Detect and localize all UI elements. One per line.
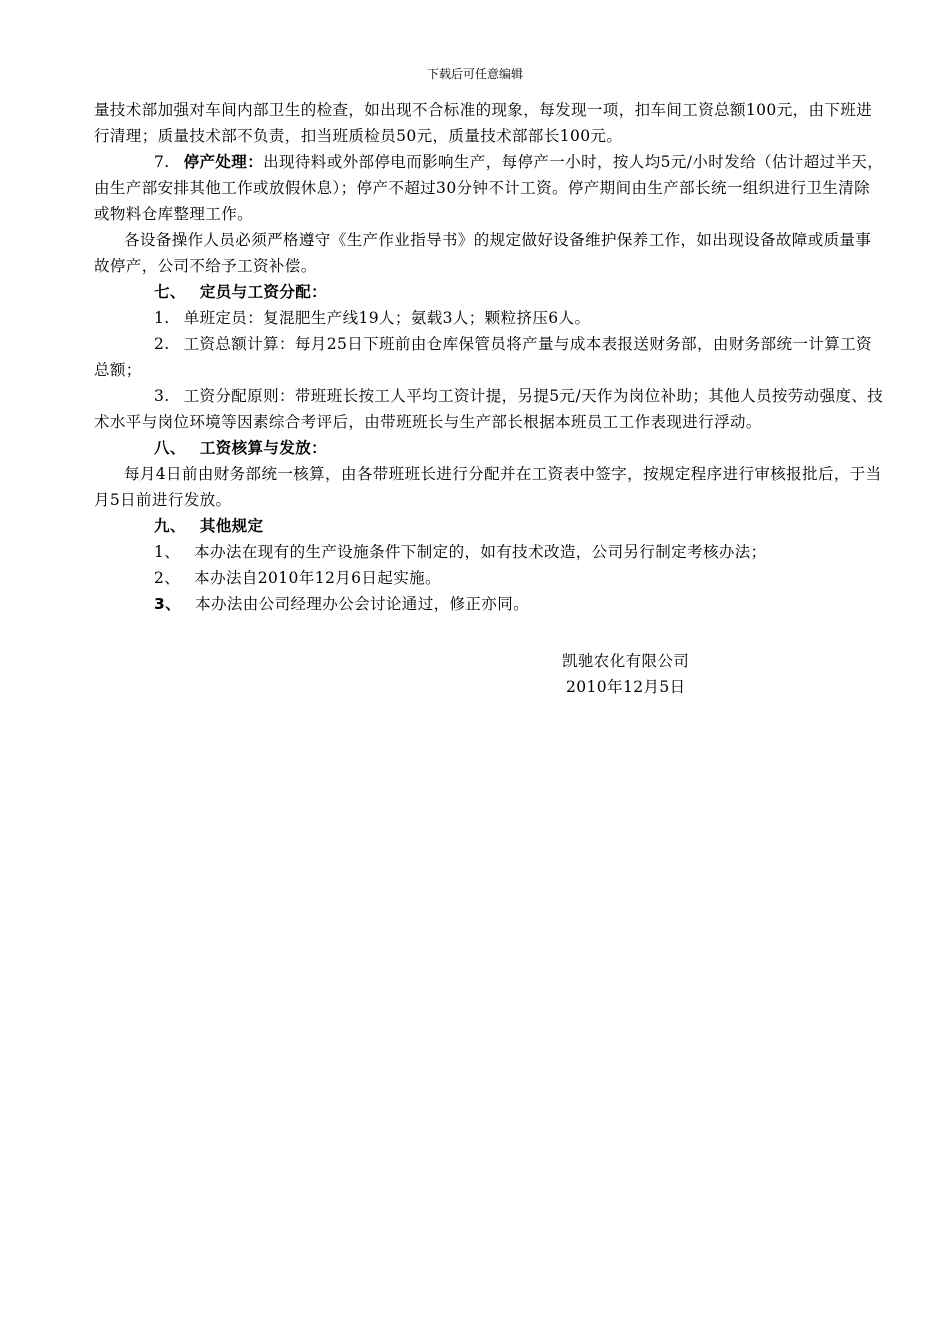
signature-date: 2010年12月5日 [566, 678, 686, 696]
section-7-item-2 [94, 331, 884, 383]
item-number: 3、 [154, 595, 182, 613]
section-title: 定员与工资分配： [199, 283, 328, 301]
section-7-item-1 [94, 305, 884, 331]
item-text: 本办法自2010年12月6日起实施。 [194, 569, 441, 587]
section-8-text: 每月4日前由财务部统一核算，由各带班班长进行分配并在工资表中签字，按规定程序进行审核报批后，于当月5日前进行发放。 [94, 465, 882, 509]
item-number: 1、 [154, 543, 181, 561]
item-7-shutdown [94, 149, 884, 227]
item-number: 3. [154, 387, 170, 405]
item-text: 本办法在现有的生产设施条件下制定的，如有技术改造，公司另行制定考核办法； [194, 543, 767, 561]
section-9-item-1 [94, 539, 884, 565]
section-7-heading [94, 279, 884, 305]
item-text: 工资总额计算：每月25日下班前由仓库保管员将产量与成本表报送财务部，由财务部统一计算工资总额； [94, 335, 872, 379]
item-text: 单班定员：复混肥生产线19人；氨载3人；颗粒挤压6人。 [183, 309, 591, 327]
section-title: 工资核算与发放： [199, 439, 328, 457]
item-text: 工资分配原则：带班班长按工人平均工资计提，另提5元/天作为岗位补助；其他人员按劳动强度、技术水平与岗位环境等因素综合考评后，由带班班长与生产部长根据本班员工工作表现进行浮动。 [94, 387, 884, 431]
section-number: 八、 [154, 439, 186, 457]
company-name: 凯驰农化有限公司 [562, 652, 690, 670]
item-number: 2. [154, 335, 170, 353]
section-number: 九、 [154, 517, 186, 535]
item-text: 出现待料或外部停电而影响生产，每停产一小时，按人均5元/小时发给（估计超过半天，由生产部安排其他工作或放假休息）；停产不超过30分钟不计工资。停产期间由生产部长统一组织进行卫生清除或物料仓库整理工作。 [94, 153, 884, 223]
section-title: 其他规定 [199, 517, 264, 535]
item-number: 7. [154, 153, 170, 171]
page-header-note: 下载后可任意编辑 [426, 67, 523, 81]
signature-block [562, 648, 689, 700]
section-9-item-2 [94, 565, 884, 591]
item-number: 1. [154, 309, 170, 327]
section-number: 七、 [154, 283, 186, 301]
section-9-item-3 [94, 591, 884, 617]
section-7-item-3 [94, 383, 884, 435]
section-8-heading [94, 435, 884, 461]
document-body [94, 97, 884, 617]
section-9-heading [94, 513, 884, 539]
paragraph-continued: 量技术部加强对车间内部卫生的检查，如出现不合标准的现象，每发现一项，扣车间工资总额100元，由下班进行清理；质量技术部不负责，扣当班质检员50元，质量技术部部长100元。 [94, 101, 873, 145]
paragraph-equipment: 各设备操作人员必须严格遵守《生产作业指导书》的规定做好设备维护保养工作，如出现设备故障或质量事故停产，公司不给予工资补偿。 [94, 231, 872, 275]
item-text: 本办法由公司经理办公会讨论通过，修正亦同。 [195, 595, 529, 613]
item-title: 停产处理： [183, 153, 264, 171]
item-number: 2、 [154, 569, 181, 587]
